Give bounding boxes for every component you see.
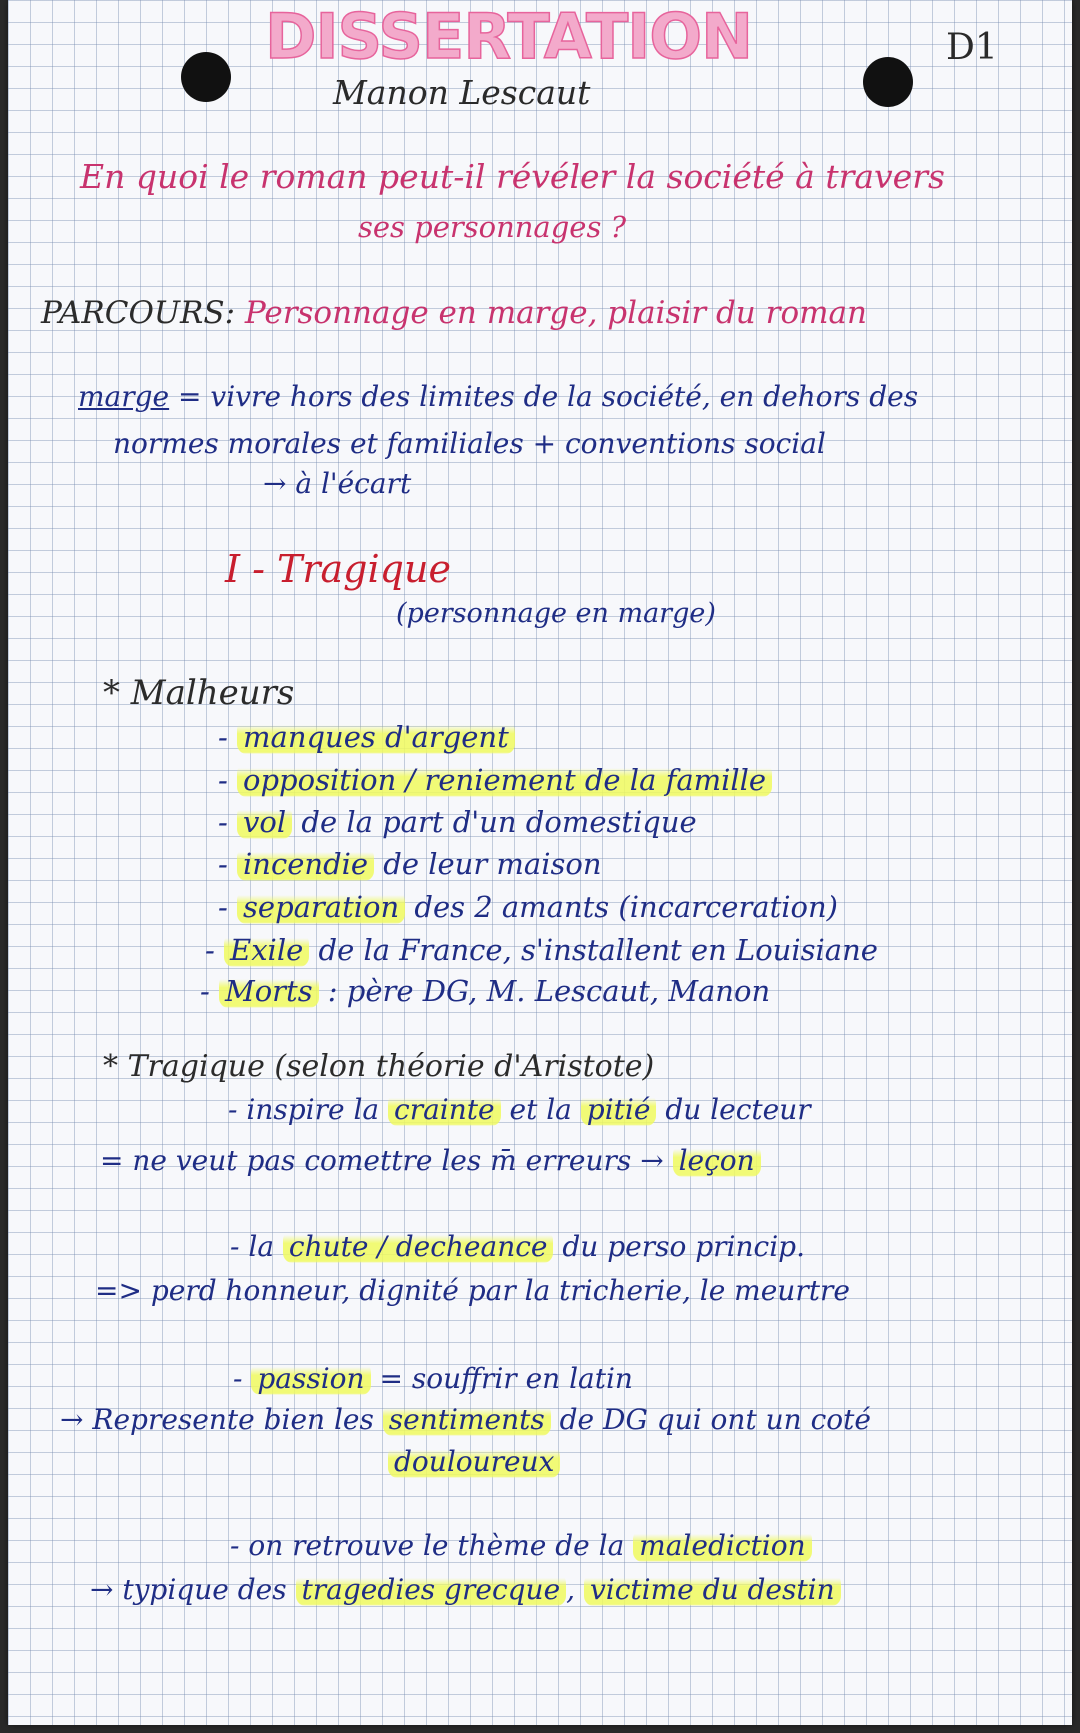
definition-line-2: normes morales et familiales + conventions social (113, 427, 826, 460)
list-item (218, 763, 772, 797)
punch-hole-left (181, 52, 231, 102)
highlight: victime du destin (584, 1573, 841, 1606)
tragique-line-5 (233, 1362, 633, 1395)
question-line-2: ses personnages ? (358, 210, 627, 244)
highlight: douloureux (388, 1445, 560, 1478)
highlight: opposition / reniement de la famille (237, 763, 772, 797)
highlight: Morts (219, 974, 319, 1008)
list-item-text: de la part d'un domestique (292, 805, 697, 839)
list-item-text: de la France, s'installent en Louisiane (309, 933, 878, 967)
list-dash: - (218, 763, 238, 797)
tragique-line-8 (230, 1529, 812, 1562)
list-item (200, 974, 771, 1008)
parcours-label: PARCOURS: (41, 295, 236, 331)
parcours-text: Personnage en marge, plaisir du roman (244, 295, 867, 331)
list-dash: - (218, 890, 238, 924)
list-item (218, 720, 515, 754)
tragique-heading: * Tragique (selon théorie d'Aristote) (103, 1049, 655, 1084)
highlight: sentiments (383, 1403, 551, 1436)
text: - la (230, 1230, 283, 1263)
tragique-line-6 (60, 1403, 871, 1436)
highlight: tragedies grecque (296, 1573, 567, 1606)
highlight: separation (237, 890, 405, 924)
text: - on retrouve le thème de la (230, 1529, 634, 1562)
definition-line-1 (78, 380, 919, 413)
text: , (566, 1573, 584, 1606)
text: - (233, 1362, 252, 1395)
tragique-line-7 (388, 1445, 560, 1478)
page-title: DISSERTATION (265, 0, 752, 73)
list-item (205, 933, 878, 967)
highlight: leçon (673, 1144, 761, 1177)
question-line-1: En quoi le roman peut-il révéler la société à travers (80, 157, 945, 196)
highlight: crainte (388, 1093, 501, 1126)
highlight: Exile (224, 933, 309, 967)
list-item (218, 847, 602, 881)
part-1-subtitle: (personnage en marge) (396, 598, 716, 629)
text: du lecteur (656, 1093, 811, 1126)
text: → Represente bien les (60, 1403, 383, 1436)
list-item-text: de leur maison (374, 847, 602, 881)
highlight: manques d'argent (237, 720, 515, 754)
highlight: pitié (581, 1093, 657, 1126)
parcours-line (41, 295, 867, 331)
highlight: chute / decheance (283, 1230, 554, 1263)
list-dash: - (218, 720, 238, 754)
tragique-line-9 (90, 1573, 841, 1606)
page-subtitle: Manon Lescaut (333, 73, 591, 112)
list-item (218, 890, 838, 924)
malheurs-heading: * Malheurs (103, 673, 295, 713)
highlight: malediction (633, 1529, 811, 1562)
text: de DG qui ont un coté (550, 1403, 871, 1436)
tragique-line-1 (228, 1093, 811, 1126)
part-1-title: I - Tragique (225, 547, 451, 591)
highlight: incendie (237, 847, 374, 881)
text: = souffrir en latin (370, 1362, 633, 1395)
highlight: passion (251, 1362, 370, 1395)
page-code: D1 (946, 27, 998, 68)
list-dash: - (200, 974, 220, 1008)
notebook-page (8, 0, 1072, 1725)
text: = ne veut pas comettre les m̄ erreurs → (100, 1144, 673, 1177)
definition-text-1: = vivre hors des limites de la société, en dehors des (169, 380, 919, 413)
list-dash: - (205, 933, 225, 967)
highlight: vol (237, 805, 292, 839)
list-dash: - (218, 805, 238, 839)
list-item-text: des 2 amants (incarceration) (405, 890, 838, 924)
list-item (218, 805, 697, 839)
text: - inspire la (228, 1093, 389, 1126)
punch-hole-right (863, 57, 913, 107)
text: → typique des (90, 1573, 296, 1606)
list-dash: - (218, 847, 238, 881)
definition-term: marge (78, 380, 170, 413)
text: et la (500, 1093, 581, 1126)
definition-line-3: → à l'écart (263, 467, 412, 500)
tragique-line-3 (230, 1230, 806, 1263)
tragique-line-4: => perd honneur, dignité par la tricherie, le meurtre (95, 1274, 850, 1307)
tragique-line-2 (100, 1144, 761, 1177)
text: du perso princip. (553, 1230, 806, 1263)
list-item-text: : père DG, M. Lescaut, Manon (318, 974, 771, 1008)
